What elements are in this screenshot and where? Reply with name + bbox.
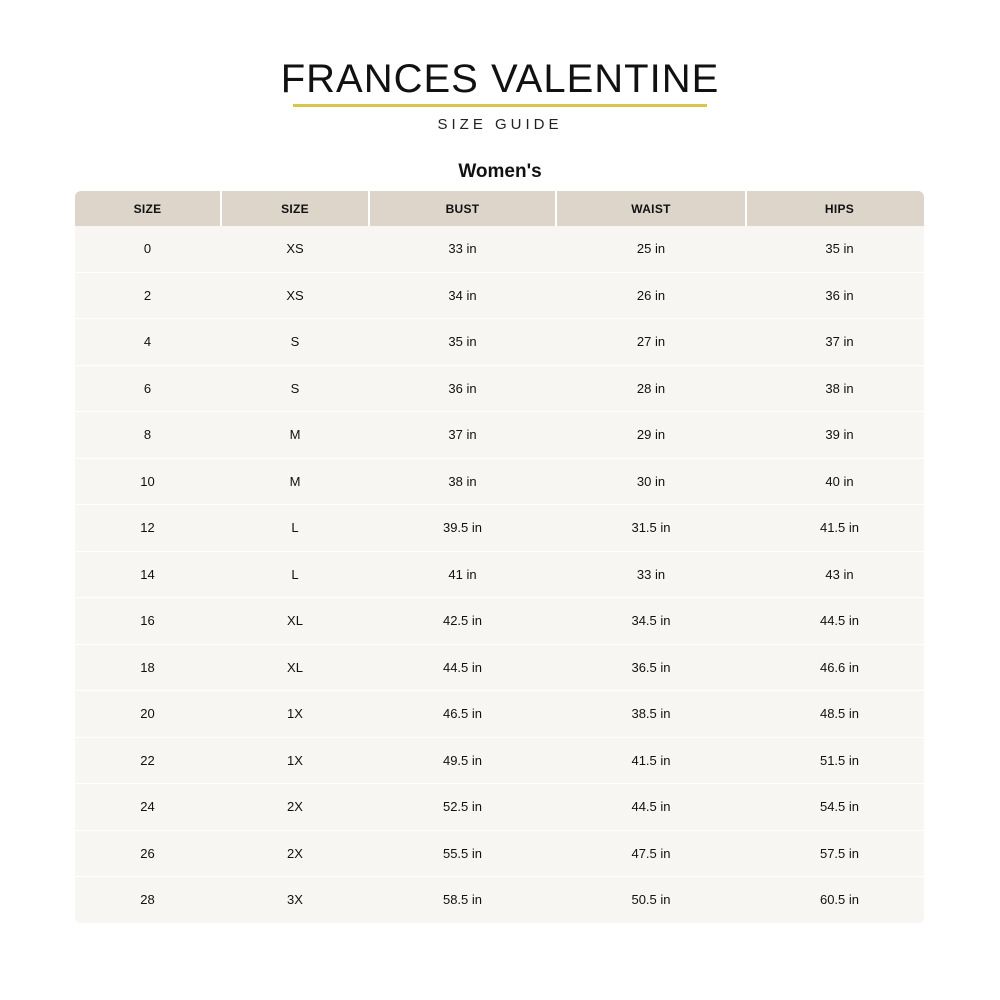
waist-cell: 38.5 in	[557, 691, 745, 737]
numeric-size-cell: 26	[75, 831, 220, 877]
table-row	[75, 691, 924, 738]
letter-size-cell: S	[222, 366, 368, 412]
bust-cell: 52.5 in	[370, 784, 555, 830]
brand-header	[0, 56, 1000, 107]
bust-cell: 33 in	[370, 226, 555, 272]
waist-cell: 44.5 in	[557, 784, 745, 830]
bust-cell: 49.5 in	[370, 738, 555, 784]
numeric-size-cell: 20	[75, 691, 220, 737]
waist-cell: 50.5 in	[557, 877, 745, 923]
hips-cell: 48.5 in	[747, 691, 924, 737]
bust-cell: 42.5 in	[370, 598, 555, 644]
numeric-size-cell: 24	[75, 784, 220, 830]
table-row	[75, 505, 924, 552]
letter-size-cell: XL	[222, 645, 368, 691]
letter-size-cell: S	[222, 319, 368, 365]
numeric-size-cell: 6	[75, 366, 220, 412]
letter-size-cell: L	[222, 505, 368, 551]
letter-size-cell: M	[222, 412, 368, 458]
letter-size-cell: 2X	[222, 831, 368, 877]
hips-cell: 60.5 in	[747, 877, 924, 923]
table-row	[75, 552, 924, 599]
letter-size-cell: XS	[222, 226, 368, 272]
numeric-size-cell: 10	[75, 459, 220, 505]
hips-cell: 37 in	[747, 319, 924, 365]
brand-logo-text: FRANCES VALENTINE	[280, 57, 720, 101]
letter-size-cell: 1X	[222, 738, 368, 784]
hips-cell: 38 in	[747, 366, 924, 412]
page-subtitle: SIZE GUIDE	[437, 116, 563, 133]
waist-cell: 36.5 in	[557, 645, 745, 691]
hips-cell: 39 in	[747, 412, 924, 458]
column-header-waist: WAIST	[557, 191, 745, 226]
hips-cell: 46.6 in	[747, 645, 924, 691]
bust-cell: 38 in	[370, 459, 555, 505]
brand-underline	[293, 104, 707, 107]
hips-cell: 44.5 in	[747, 598, 924, 644]
hips-cell: 35 in	[747, 226, 924, 272]
section-title: Women's	[458, 161, 542, 182]
waist-cell: 31.5 in	[557, 505, 745, 551]
table-row	[75, 645, 924, 692]
bust-cell: 46.5 in	[370, 691, 555, 737]
table-body	[75, 226, 924, 923]
waist-cell: 34.5 in	[557, 598, 745, 644]
table-row	[75, 877, 924, 923]
letter-size-cell: XS	[222, 273, 368, 319]
hips-cell: 57.5 in	[747, 831, 924, 877]
table-row	[75, 598, 924, 645]
hips-cell: 51.5 in	[747, 738, 924, 784]
waist-cell: 29 in	[557, 412, 745, 458]
waist-cell: 27 in	[557, 319, 745, 365]
waist-cell: 30 in	[557, 459, 745, 505]
bust-cell: 44.5 in	[370, 645, 555, 691]
table-row	[75, 784, 924, 831]
letter-size-cell: L	[222, 552, 368, 598]
table-row	[75, 319, 924, 366]
numeric-size-cell: 2	[75, 273, 220, 319]
letter-size-cell: 3X	[222, 877, 368, 923]
waist-cell: 26 in	[557, 273, 745, 319]
waist-cell: 28 in	[557, 366, 745, 412]
letter-size-cell: XL	[222, 598, 368, 644]
table-header-row	[75, 191, 924, 226]
bust-cell: 58.5 in	[370, 877, 555, 923]
table-row	[75, 366, 924, 413]
numeric-size-cell: 14	[75, 552, 220, 598]
numeric-size-cell: 22	[75, 738, 220, 784]
numeric-size-cell: 28	[75, 877, 220, 923]
numeric-size-cell: 16	[75, 598, 220, 644]
table-row	[75, 226, 924, 273]
column-header-numeric-size: SIZE	[75, 191, 220, 226]
waist-cell: 41.5 in	[557, 738, 745, 784]
numeric-size-cell: 12	[75, 505, 220, 551]
table-row	[75, 459, 924, 506]
numeric-size-cell: 18	[75, 645, 220, 691]
letter-size-cell: M	[222, 459, 368, 505]
numeric-size-cell: 0	[75, 226, 220, 272]
bust-cell: 37 in	[370, 412, 555, 458]
hips-cell: 41.5 in	[747, 505, 924, 551]
hips-cell: 43 in	[747, 552, 924, 598]
table-row	[75, 273, 924, 320]
table-row	[75, 738, 924, 785]
hips-cell: 40 in	[747, 459, 924, 505]
waist-cell: 47.5 in	[557, 831, 745, 877]
numeric-size-cell: 8	[75, 412, 220, 458]
bust-cell: 34 in	[370, 273, 555, 319]
letter-size-cell: 1X	[222, 691, 368, 737]
column-header-letter-size: SIZE	[222, 191, 368, 226]
waist-cell: 33 in	[557, 552, 745, 598]
bust-cell: 35 in	[370, 319, 555, 365]
waist-cell: 25 in	[557, 226, 745, 272]
column-header-bust: BUST	[370, 191, 555, 226]
numeric-size-cell: 4	[75, 319, 220, 365]
table-row	[75, 412, 924, 459]
bust-cell: 41 in	[370, 552, 555, 598]
bust-cell: 39.5 in	[370, 505, 555, 551]
table-row	[75, 831, 924, 878]
bust-cell: 55.5 in	[370, 831, 555, 877]
hips-cell: 54.5 in	[747, 784, 924, 830]
hips-cell: 36 in	[747, 273, 924, 319]
bust-cell: 36 in	[370, 366, 555, 412]
letter-size-cell: 2X	[222, 784, 368, 830]
size-table	[75, 191, 924, 923]
column-header-hips: HIPS	[747, 191, 924, 226]
